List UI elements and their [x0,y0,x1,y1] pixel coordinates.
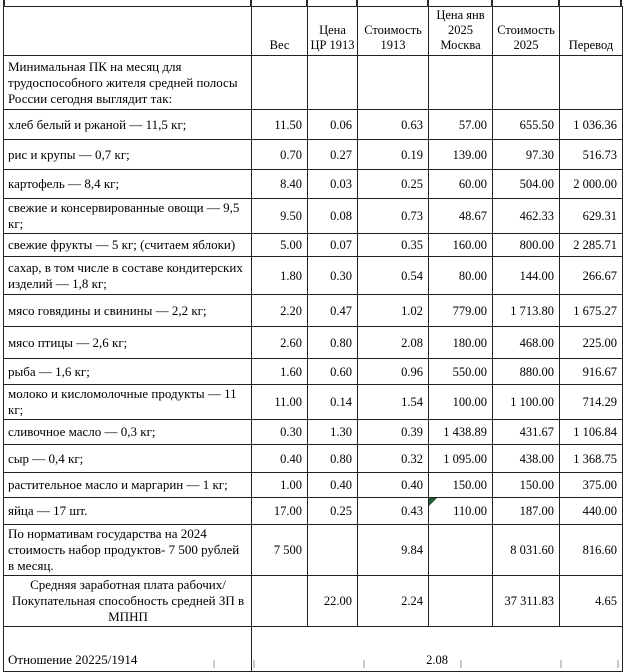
row-label: рис и крупы — 0,7 кг; [4,140,252,170]
cell-cost-1913: 0.54 [358,257,429,295]
cell-price-1913: 0.06 [308,110,358,140]
cell-perevod: 516.73 [560,140,623,170]
cell-cost-1913: 0.19 [358,140,429,170]
row-label: рыба — 1,6 кг; [4,359,252,385]
cell-ves: 7 500 [252,525,308,576]
cell-cost-2025: 880.00 [493,359,560,385]
item-row [4,234,623,257]
cell-price-jan-2025: 1 438.89 [429,420,493,445]
cell-cost-1913: 2.08 [358,327,429,359]
cell-perevod: 916.67 [560,359,623,385]
cell-cost-2025: 438.00 [493,445,560,473]
summary-row [4,525,623,576]
cell-cost-2025: 800.00 [493,234,560,257]
cell-price-jan-2025 [429,525,493,576]
cell-ves [252,576,308,627]
cell-ves: 1.00 [252,473,308,498]
cell-price-1913: 0.40 [308,473,358,498]
cell-cost-1913: 2.24 [358,576,429,627]
cell-price-jan-2025: 110.00 [429,498,493,525]
cell-cost-1913: 1.02 [358,295,429,327]
row-label: хлеб белый и ржаной — 11,5 кг; [4,110,252,140]
cell-perevod [560,56,623,110]
row-label: По нормативам государства на 2024 стоимость набор продуктов- 7 500 рублей в месяц. [4,525,252,576]
cell-ves: 11.50 [252,110,308,140]
top-gridline-stub [356,0,358,7]
cell-ves: 0.30 [252,420,308,445]
cell-perevod: 4.65 [560,576,623,627]
cell-price-jan-2025: 779.00 [429,295,493,327]
cell-price-jan-2025: 160.00 [429,234,493,257]
cell-ves: 1.60 [252,359,308,385]
row-label: растительное масло и маргарин — 1 кг; [4,473,252,498]
row-label: Отношение 20225/1914 [4,627,252,672]
cell-perevod: 816.60 [560,525,623,576]
cell-cost-2025: 468.00 [493,327,560,359]
cell-cost-2025: 431.67 [493,420,560,445]
cell-price-jan-2025: 550.00 [429,359,493,385]
cell-ves: 8.40 [252,170,308,199]
cell-price-1913: 0.25 [308,498,358,525]
row-label: молоко и кисломолочные продукты — 11 кг; [4,385,252,420]
bottom-gridline-stub [460,660,462,668]
bottom-gridline-stub [560,660,562,668]
cell-price-1913 [308,525,358,576]
item-row [4,257,623,295]
cell-price-1913: 0.30 [308,257,358,295]
cell-perevod: 1 036.36 [560,110,623,140]
ratio-value: 2.08 [252,627,623,672]
item-row [4,420,623,445]
cell-price-1913: 0.14 [308,385,358,420]
cell-price-1913: 0.03 [308,170,358,199]
column-header-cost-2025: Стоимость 2025 [493,7,560,56]
cell-perevod: 714.29 [560,385,623,420]
column-header-price-jan-2025: Цена янв 2025 Москва [429,7,493,56]
cell-cost-1913 [358,56,429,110]
cell-price-jan-2025: 100.00 [429,385,493,420]
item-row [4,140,623,170]
cell-ves: 0.70 [252,140,308,170]
header-row [4,7,623,56]
item-row [4,445,623,473]
cell-cost-1913: 0.40 [358,473,429,498]
cell-cost-2025: 1 713.80 [493,295,560,327]
cell-cost-1913: 0.73 [358,199,429,234]
cell-cost-2025: 37 311.83 [493,576,560,627]
cell-perevod: 629.31 [560,199,623,234]
cell-price-jan-2025: 139.00 [429,140,493,170]
bottom-gridline-stub [617,660,619,668]
cell-cost-2025: 655.50 [493,110,560,140]
bottom-gridline-stub [363,660,365,668]
row-label: свежие и консервированные овощи — 9,5 кг; [4,199,252,234]
row-label: мясо говядины и свинины — 2,2 кг; [4,295,252,327]
cell-cost-2025: 97.30 [493,140,560,170]
top-gridline-stub [306,0,308,7]
cell-price-jan-2025: 1 095.00 [429,445,493,473]
cell-perevod: 266.67 [560,257,623,295]
cell-price-1913: 0.47 [308,295,358,327]
cell-ves: 0.40 [252,445,308,473]
cell-price-1913: 0.27 [308,140,358,170]
cell-ves: 2.20 [252,295,308,327]
cell-perevod: 2 000.00 [560,170,623,199]
item-row [4,385,623,420]
row-label: свежие фрукты — 5 кг; (считаем яблоки) [4,234,252,257]
wage-row [4,576,623,627]
ratio-row [4,627,623,672]
cell-price-1913: 0.60 [308,359,358,385]
top-gridline-stub [3,0,5,7]
cell-cost-1913: 0.63 [358,110,429,140]
row-label: яйца — 17 шт. [4,498,252,525]
cell-price-1913: 0.80 [308,327,358,359]
cell-perevod: 1 675.27 [560,295,623,327]
cell-cost-2025: 462.33 [493,199,560,234]
cell-price-jan-2025: 180.00 [429,327,493,359]
cell-cost-2025: 504.00 [493,170,560,199]
cell-perevod: 440.00 [560,498,623,525]
column-header-perevod: Перевод [560,7,623,56]
item-row [4,110,623,140]
column-header-cost-1913: Стоимость 1913 [358,7,429,56]
bottom-gridline-stub [253,660,255,668]
top-gridline-stub [558,0,560,7]
top-gridline-stub [491,0,493,7]
cell-price-1913: 22.00 [308,576,358,627]
cell-price-jan-2025: 60.00 [429,170,493,199]
cell-ves: 2.60 [252,327,308,359]
cell-perevod: 225.00 [560,327,623,359]
cell-cost-1913: 1.54 [358,385,429,420]
column-header-price-1913: Цена ЦР 1913 [308,7,358,56]
row-label: мясо птицы — 2,6 кг; [4,327,252,359]
cell-ves: 5.00 [252,234,308,257]
cell-cost-1913: 0.96 [358,359,429,385]
intro-row [4,56,623,110]
top-gridline-stub [427,0,429,7]
cell-price-jan-2025: 57.00 [429,110,493,140]
cell-cost-2025 [493,56,560,110]
cell-cost-1913: 0.39 [358,420,429,445]
column-header-ves: Вес [252,7,308,56]
top-gridline-stub [250,0,252,7]
cell-price-1913: 0.08 [308,199,358,234]
cell-perevod: 2 285.71 [560,234,623,257]
row-label: Минимальная ПК на месяц для трудоспособного жителя средней полосы России сегодня выглядит так: [4,56,252,110]
column-header-desc [4,7,252,56]
cell-cost-1913: 0.35 [358,234,429,257]
cell-cost-2025: 144.00 [493,257,560,295]
cell-perevod: 375.00 [560,473,623,498]
cell-price-1913: 0.80 [308,445,358,473]
cell-price-jan-2025: 150.00 [429,473,493,498]
cell-perevod: 1 106.84 [560,420,623,445]
cell-price-jan-2025 [429,56,493,110]
cell-cost-1913: 0.43 [358,498,429,525]
row-label: Средняя заработная плата рабочих/Покупательная способность средней ЗП в МПНП [4,576,252,627]
cell-ves: 17.00 [252,498,308,525]
top-gridline-stub [620,0,622,7]
cell-flag-triangle-icon [429,498,437,506]
cell-perevod: 1 368.75 [560,445,623,473]
item-row [4,498,623,525]
cell-ves [252,56,308,110]
cell-cost-2025: 150.00 [493,473,560,498]
cell-price-1913: 1.30 [308,420,358,445]
cell-price-jan-2025: 80.00 [429,257,493,295]
cell-price-1913: 0.07 [308,234,358,257]
cell-cost-1913: 0.32 [358,445,429,473]
cell-price-1913 [308,56,358,110]
cell-price-jan-2025 [429,576,493,627]
row-label: сахар, в том числе в составе кондитерских изделий — 1,8 кг; [4,257,252,295]
item-row [4,327,623,359]
cell-ves: 11.00 [252,385,308,420]
item-row [4,359,623,385]
cell-cost-1913: 9.84 [358,525,429,576]
item-row [4,170,623,199]
item-row [4,473,623,498]
cell-ves: 9.50 [252,199,308,234]
row-label: картофель — 8,4 кг; [4,170,252,199]
cell-cost-2025: 187.00 [493,498,560,525]
cell-cost-2025: 8 031.60 [493,525,560,576]
row-label: сыр — 0,4 кг; [4,445,252,473]
cell-cost-1913: 0.25 [358,170,429,199]
bottom-gridline-stub [213,660,215,668]
price-comparison-table [3,6,623,672]
cell-ves: 1.80 [252,257,308,295]
cell-cost-2025: 1 100.00 [493,385,560,420]
item-row [4,199,623,234]
cell-price-jan-2025: 48.67 [429,199,493,234]
item-row [4,295,623,327]
row-label: сливочное масло — 0,3 кг; [4,420,252,445]
